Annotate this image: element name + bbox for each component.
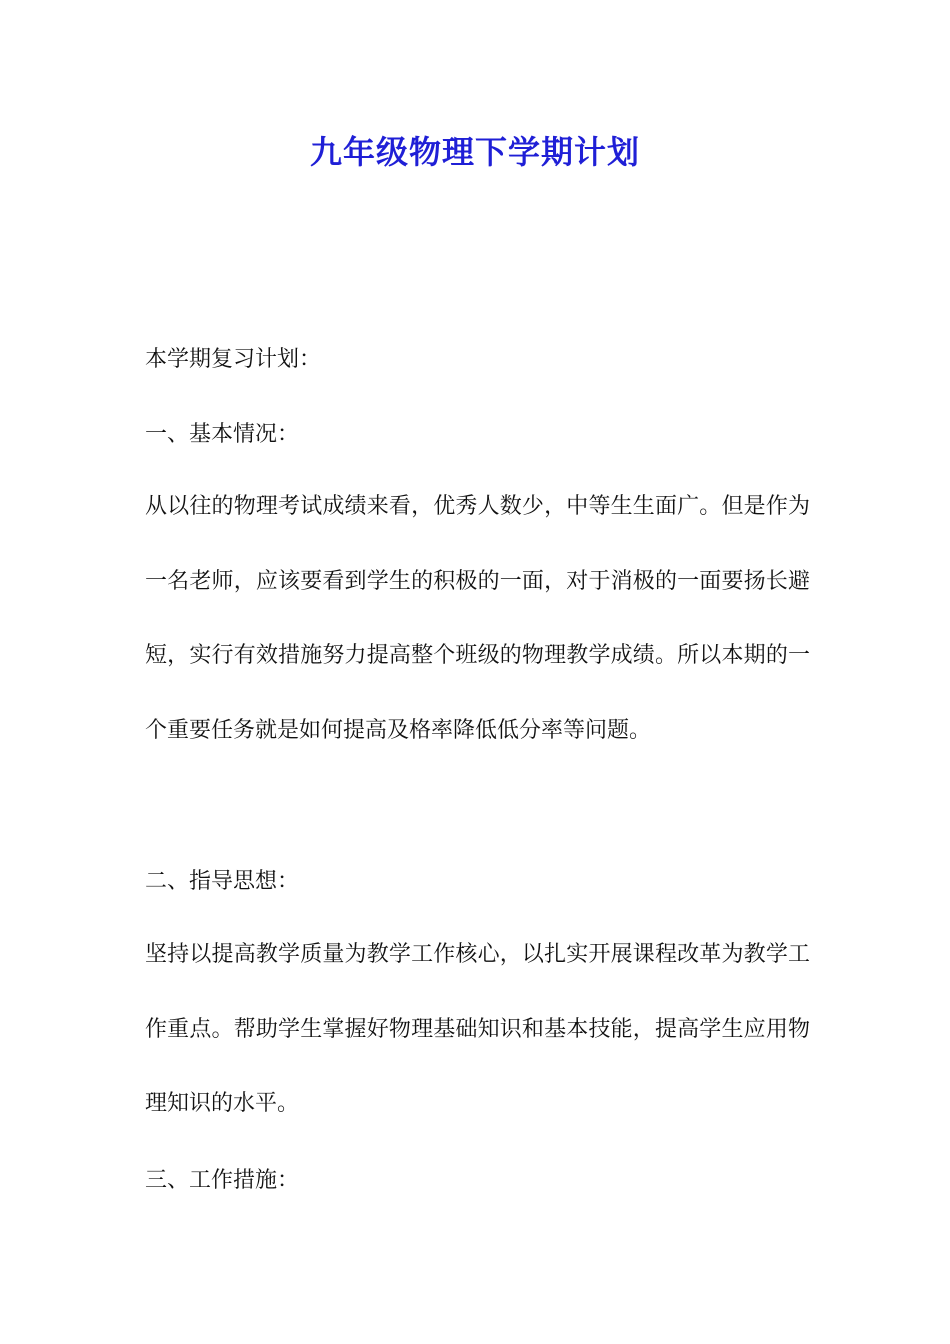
- intro-line: 本学期复习计划：: [145, 347, 322, 372]
- section-heading-guiding-ideology: 二、指导思想：: [145, 869, 300, 894]
- section-heading-basic-situation: 一、基本情况：: [145, 422, 300, 447]
- section-body-guiding-ideology: 坚持以提高教学质量为教学工作核心，以扎实开展课程改革为教学工作重点。帮助学生掌握好物理基础知识和基本技能，提高学生应用物理知识的水平。: [145, 942, 810, 1116]
- document-title: 九年级物理下学期计划: [309, 133, 640, 171]
- section-body-basic-situation: 从以往的物理考试成绩来看，优秀人数少，中等生生面广。但是作为一名老师，应该要看到学生的积极的一面，对于消极的一面要扬长避短，实行有效措施努力提高整个班级的物理教学成绩。所以本期的一个重要任务就是如何提高及格率降低低分率等问题。: [145, 494, 810, 743]
- section-heading-work-measures: 三、工作措施：: [145, 1168, 300, 1193]
